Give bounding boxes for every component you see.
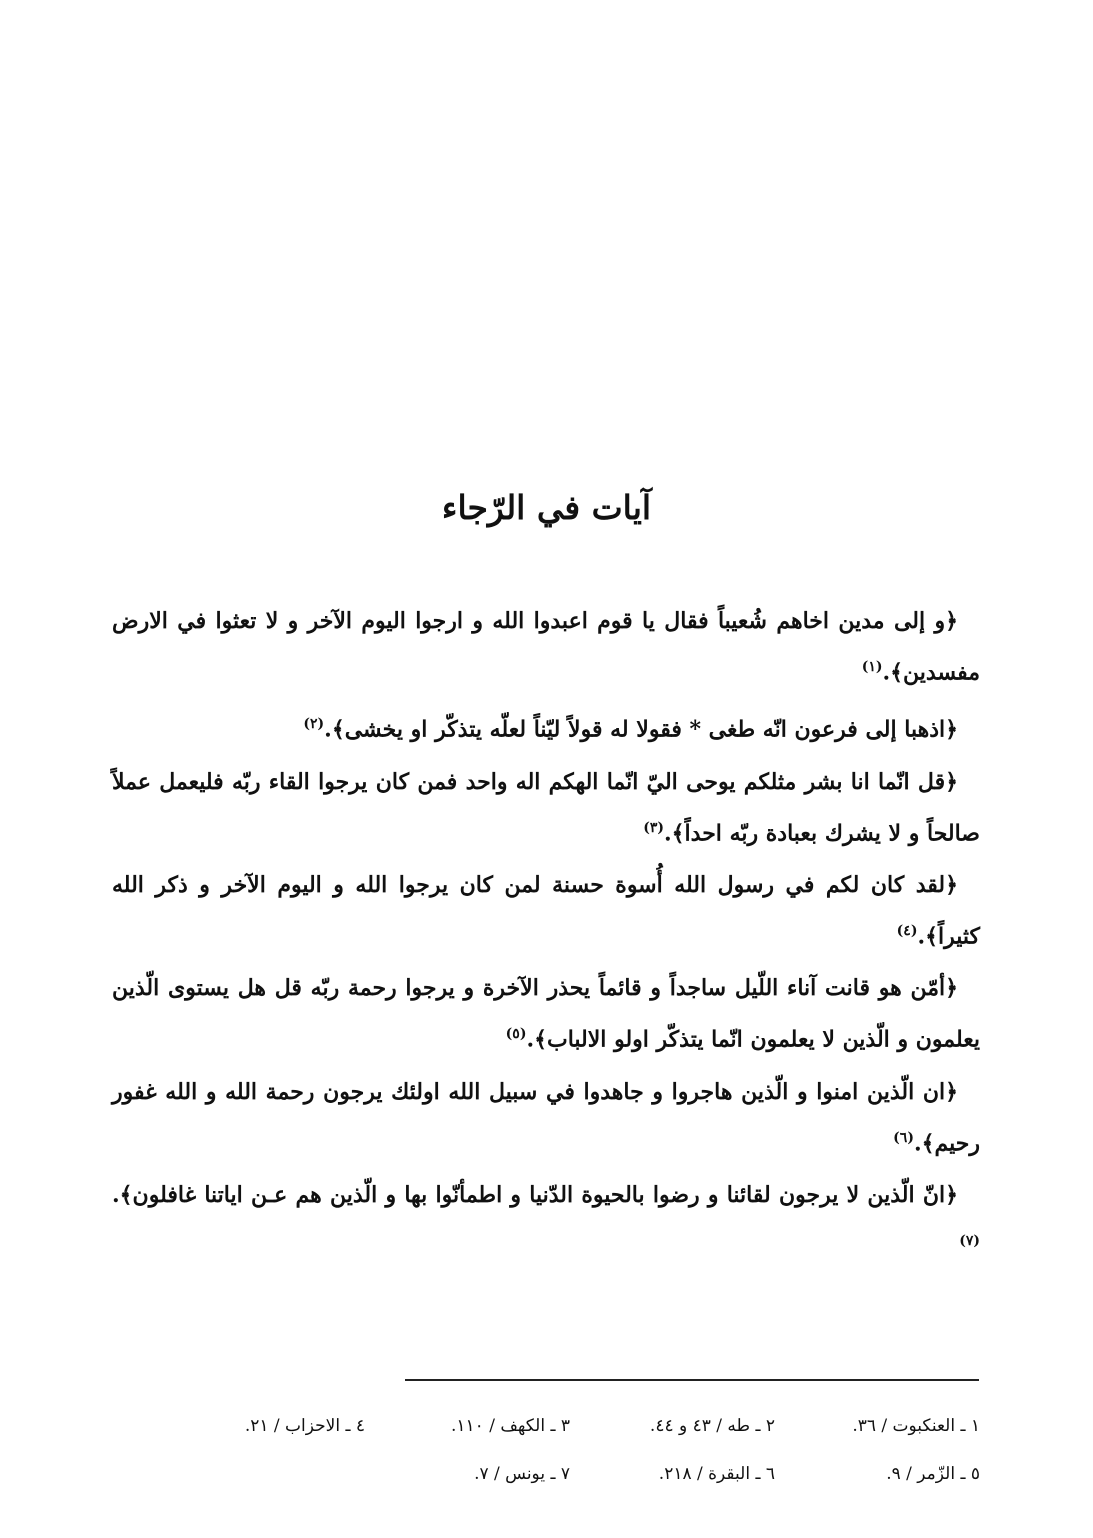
footnote-1: ١ ـ العنكبوت / ٣٦.	[852, 1416, 980, 1436]
footnote-row	[160, 1450, 980, 1498]
verses-body	[112, 598, 980, 1275]
footnote-ref: (٥)	[505, 1026, 527, 1043]
footnote-4: ٤ ـ الاحزاب / ٢١.	[244, 1416, 365, 1436]
verse-1	[112, 598, 980, 695]
footnote-ref: (٢)	[303, 716, 325, 733]
footnote-ref: (٧)	[959, 1232, 980, 1249]
footnote-row	[160, 1402, 980, 1450]
verse-5	[112, 965, 980, 1062]
verse-text: ﴿و إلى مدين اخاهم شُعيباً فقال يا قوم اعبدوا الله و ارجوا اليوم الآخر و لا تعثوا في الارض مفسدين﴾.	[112, 608, 980, 686]
footnote-7: ٧ ـ يونس / ٧.	[474, 1464, 570, 1484]
footnote-6: ٦ ـ البقرة / ٢١٨.	[658, 1464, 775, 1484]
verse-3	[112, 759, 980, 856]
verse-text: ﴿لقد كان لكم في رسول الله أُسوة حسنة لمن كان يرجوا الله و اليوم الآخر و ذكر الله كثيراً﴾.	[112, 871, 980, 950]
page-title: آيات في الرّجاء	[441, 488, 652, 527]
verse-2	[112, 701, 980, 752]
verse-text: ﴿انّ الّذين لا يرجون لقائنا و رضوا بالحيوة الدّنيا و اطمأنّوا بها و الّذين هم عـن اياتنا غافلون﴾.	[112, 1181, 958, 1208]
verse-text: ﴿أمّن هو قانت آناء اللّيل ساجداً و قائماً يحذر الآخرة و يرجوا رحمة ربّه قل هل يستوى الّذين يعلمون و الّذين لا يعلمون انّما يتذكّر اولو الالباب﴾.	[112, 975, 980, 1053]
footnote-ref: (٤)	[896, 922, 918, 939]
verse-text: ﴿ان الّذين امنوا و الّذين هاجروا و جاهدوا في سبيل الله اولئك يرجون رحمة الله و الله غفور رحيم﴾.	[112, 1078, 980, 1156]
footnotes	[160, 1402, 980, 1498]
footnote-ref: (٣)	[643, 819, 664, 836]
verse-7	[112, 1172, 980, 1269]
footnote-5: ٥ ـ الزّمر / ٩.	[886, 1464, 980, 1484]
footnote-ref: (١)	[861, 659, 883, 675]
footnote-divider	[405, 1379, 979, 1381]
verse-6	[112, 1069, 980, 1166]
verse-text: ﴿اذهبا إلى فرعون انّه طغى * فقولا له قولاً ليّناً لعلّه يتذكّر او يخشى﴾.	[324, 716, 958, 743]
footnote-3: ٣ ـ الكهف / ١١٠.	[450, 1416, 570, 1436]
footnote-2: ٢ ـ طه / ٤٣ و ٤٤.	[649, 1416, 775, 1436]
verse-text: ﴿قل انّما انا بشر مثلكم يوحى اليّ انّما الهكم اله واحد فمن كان يرجوا القاء ربّه فليعمل عملاً صالحاً و لا يشرك بعبادة ربّه احداً﴾.	[112, 768, 980, 846]
verse-4	[112, 862, 980, 959]
footnote-ref: (٦)	[893, 1129, 914, 1146]
